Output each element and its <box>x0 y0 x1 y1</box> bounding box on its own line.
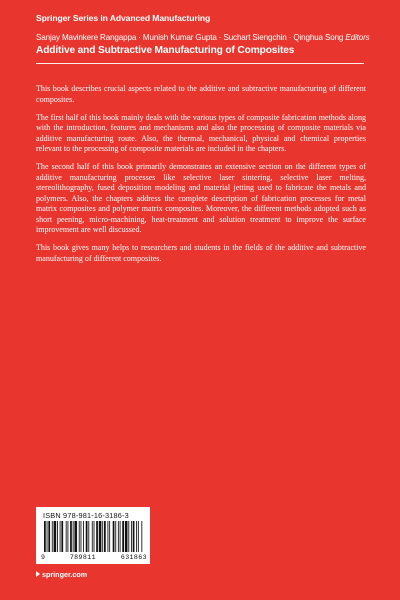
barcode-bar <box>83 521 84 552</box>
barcode-bar <box>96 521 98 552</box>
barcode-digit-group-left: 789811 <box>69 554 96 561</box>
barcode-bar <box>138 521 139 552</box>
barcode-bar <box>44 521 46 552</box>
barcode-bar <box>47 521 48 552</box>
barcode-bar <box>107 521 108 552</box>
barcode-digit-group-right: 631863 <box>120 554 147 561</box>
barcode-bar <box>79 521 80 552</box>
blurb <box>36 84 366 272</box>
barcode-bar <box>104 521 106 552</box>
editor-names: Sanjay Mavinkere Rangappa · Munish Kumar Gupta · Suchart Siengchin · Qinghua Song <box>36 33 344 42</box>
barcode-bar <box>67 521 68 552</box>
barcode-bar <box>136 521 137 552</box>
blurb-paragraph-4: This book gives many helps to researchers and students in the fields of the additive and subtractive manufacturing of different composites. <box>36 243 366 263</box>
barcode-bar <box>48 521 50 552</box>
barcode-bar <box>61 521 63 552</box>
website-label: springer.com <box>42 570 88 579</box>
isbn-label: ISBN 978-981-16-3186-3 <box>43 511 129 520</box>
barcode-bar <box>92 521 93 552</box>
barcode-bar <box>122 521 124 552</box>
series-title: Springer Series in Advanced Manufacturing <box>36 13 211 23</box>
barcode-digit-first: 9 <box>41 554 45 561</box>
website[interactable] <box>36 570 87 579</box>
barcode-bar <box>120 521 121 552</box>
barcode <box>43 521 145 552</box>
barcode-bar <box>99 521 102 552</box>
barcode-bar <box>54 521 57 552</box>
barcode-bar <box>66 521 67 552</box>
barcode-bar <box>70 521 72 552</box>
barcode-bar <box>81 521 82 552</box>
barcode-bar <box>102 521 103 552</box>
editors-role: Editors <box>345 33 370 42</box>
barcode-bar <box>60 521 61 552</box>
barcode-bar <box>128 521 129 552</box>
barcode-bar <box>141 521 142 552</box>
barcode-bar <box>57 521 58 552</box>
blurb-paragraph-2: The first half of this book mainly deals with the various types of composite fabrication methods along with the introduction, features and mechanisms and also the processing of composite materials via additive manufacturing route. Also, the thermal, mechanical, physical and chemical properties relevant to the processing of composite materials are included in the chapters. <box>36 112 366 153</box>
isbn-barcode-box <box>36 507 150 564</box>
barcode-bar <box>94 521 95 552</box>
barcode-bar <box>52 521 53 552</box>
barcode-bar <box>133 521 135 552</box>
arrow-right-icon <box>36 571 40 577</box>
barcode-bar <box>74 521 77 552</box>
barcode-bar <box>131 521 132 552</box>
barcode-bar <box>115 521 116 552</box>
barcode-bar <box>73 521 74 552</box>
barcode-bar <box>88 521 89 552</box>
title-divider <box>36 63 364 64</box>
book-title: Additive and Subtractive Manufacturing of Composites <box>36 45 295 56</box>
blurb-paragraph-3: The second half of this book primarily demonstrates an extensive section on the different types of additive manufacturing processes like selective laser sintering, selective laser melting, stereolithography, fused deposition modeling and material jetting used to fabricate the metals and polymers. Also, the chapters address the complete description of fabrication processes for metal matrix composites and polymer matrix composites. Moreover, the different methods adopted such as short peening, micro-machining, heat-treatment and solution treatment to improve the surface improvement are well discussed. <box>36 162 366 234</box>
barcode-bar <box>86 521 88 552</box>
barcode-bar <box>125 521 128 552</box>
barcode-digits <box>41 554 147 561</box>
barcode-bar <box>113 521 115 552</box>
editors-line <box>36 33 370 42</box>
barcode-bar <box>109 521 110 552</box>
blurb-paragraph-1: This book describes crucial aspects related to the additive and subtractive manufacturing of different composites. <box>36 84 366 104</box>
barcode-bar <box>118 521 119 552</box>
